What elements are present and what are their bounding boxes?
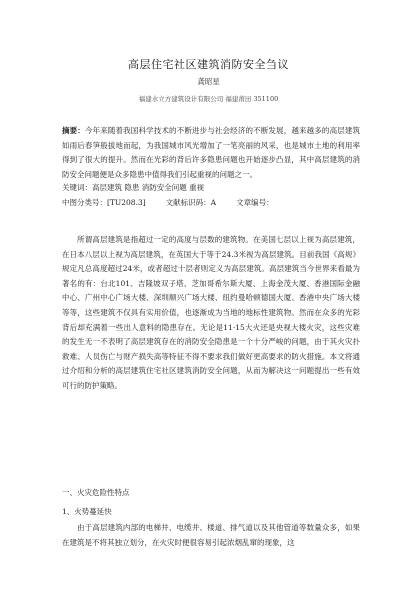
article-number: 文章编号： [236, 198, 274, 207]
paper-title: 高层住宅社区建筑消防安全刍议 [128, 58, 289, 71]
subsection-heading: 1、火势蔓延快 [62, 507, 112, 516]
clc-number: 中图分类号：[TU208.3] [62, 198, 146, 207]
body-paragraph: 由于高层建筑内部的电梯井、电缆井、楼道、排气道以及其他管道等数量众多，如果在建筑是不将其独立划分，在火灾时便很容易引起浓烟乱窜的现象，这 [62, 523, 360, 547]
classification-line [62, 196, 360, 211]
keywords-text: 高层建筑 隐患 消防安全问题 重视 [92, 183, 205, 192]
author-name: 龚昭星 [197, 77, 220, 86]
abstract-text: 今年来随着我国科学技术的不断进步与社会经济的不断发展，越来越多的高层建筑如雨后春笋般拔地而起，为我国城市风光增加了一笔亮丽的风采，也是城市土地的利用率得到了很大的提升。然而在光彩的背后许多隐患问题也开始逐步凸显，其中高层建筑的消防安全问题便是众多隐患中值得我们引起重视的问题之一。 [62, 126, 361, 179]
section-heading: 一、火灾危险性特点 [62, 488, 130, 497]
author-affiliation: 福建水立方建筑设计有限公司 福建莆田 351100 [138, 95, 279, 103]
document-code: 文献标识码：A [165, 198, 217, 207]
keywords [62, 181, 360, 196]
keywords-label: 关键词： [62, 183, 92, 192]
body-paragraph: 所谓高层建筑是指超过一定的高度与层数的建筑物。在美国七层以上视为高层建筑，在日本八层以上视为高层建筑，在英国大于等于24.3米视为高层建筑。目前我国《高规》规定凡总高度超过24米，或者超过十层者则定义为高层建筑。高层建筑当今世界来看最为著名的有：台北101、吉隆坡双子塔、芝加哥希尔斯大厦、上海金茂大厦、香港国际金融中心、广州中心广场大楼、深圳顺兴广场大楼、纽约曼哈顿德国大厦、香港中央广场大楼等等，这些建筑不仅具有实用价值，也逐渐成为当地的地标性建筑物。然而在众多的光彩背后却充满着一些出人意料的隐患存在。无论是11·15大火还是央视大楼火灾，这些灾难的发生无一不表明了高层建筑存在的消防安全隐患是一个十分严峻的问题，由于其火灾扑救难、人员伤亡与财产损失高等特征不得不要求我们做好更高要求的防火措施。本文将通过介绍和分析的高层建筑住宅社区建筑消防安全问题，从而为解决这一问题提出一些有效可行的防护策略。 [62, 235, 360, 390]
abstract [62, 124, 360, 182]
abstract-label: 摘要： [62, 126, 85, 135]
